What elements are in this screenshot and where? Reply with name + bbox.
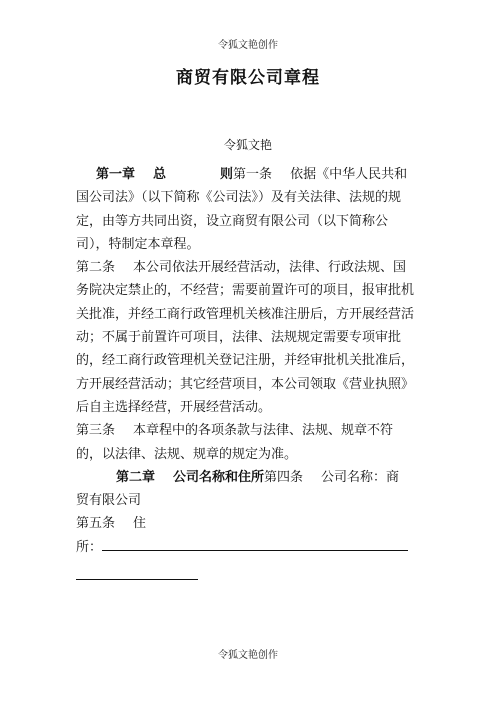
article-4-number: 第四条 xyxy=(264,469,304,485)
address-line xyxy=(76,536,416,559)
author-name: 令狐文艳 xyxy=(223,138,272,152)
article-2-number: 第二条 xyxy=(76,260,116,276)
chapter-1-name-part2: 则 xyxy=(220,167,234,182)
page-header: 令狐文艳创作 xyxy=(218,40,278,51)
article-2 xyxy=(76,256,416,419)
chapter-1-line xyxy=(76,163,416,186)
document-body xyxy=(76,163,416,588)
article-3-text: 本章程中的各项条款与法律、法规、规章不符的，以法律、法规、规章的规定为准。 xyxy=(76,423,394,462)
address-blank-underline-2 xyxy=(76,567,198,580)
article-1-text-rest: 国公司法》（以下简称《公司法》）及有关法律、法规的规定，由等方共同出资，设立商贸有限公司（以下简称公司），特制定本章程。 xyxy=(76,190,402,252)
address-blank-underline xyxy=(102,538,408,551)
page-footer: 令狐文艳创作 xyxy=(218,650,278,661)
article-4-text-rest: 贸有限公司 xyxy=(76,493,142,509)
article-3-number: 第三条 xyxy=(76,423,116,439)
article-1-text-start: 依据《中华人民共和 xyxy=(290,167,408,182)
chapter-1-label: 第一章 xyxy=(96,167,136,182)
chapter-2-label: 第二章 xyxy=(116,469,156,485)
chapter-2-name: 公司名称和住所 xyxy=(173,469,265,485)
article-5-number: 第五条 xyxy=(76,516,116,532)
article-4-text-start: 公司名称：商 xyxy=(321,469,400,485)
article-5-text-start: 住 xyxy=(133,516,147,532)
document-title: 商贸有限公司章程 xyxy=(176,68,320,88)
chapter-2-line xyxy=(76,466,416,489)
chapter-1-name-part1: 总 xyxy=(153,167,167,182)
address-label: 所： xyxy=(76,539,103,555)
article-1-number: 第一条 xyxy=(233,167,273,182)
article-3 xyxy=(76,419,416,466)
article-5 xyxy=(76,512,416,535)
article-2-text: 本公司依法开展经营活动，法律、行政法规、国务院决定禁止的，不经营；需要前置许可的项目，报审批机关批准，并经工商行政管理机关核准注册后，方开展经营活动；不属于前置许可项目，法律、法规规定需要专项审批的，经工商行政管理机关登记注册，并经审批机关批准后，方开展经营活动；其它经营项目，本公司领取《营业执照》后自主选择经营，开展经营活动。 xyxy=(76,260,415,415)
address-continuation xyxy=(76,565,416,588)
